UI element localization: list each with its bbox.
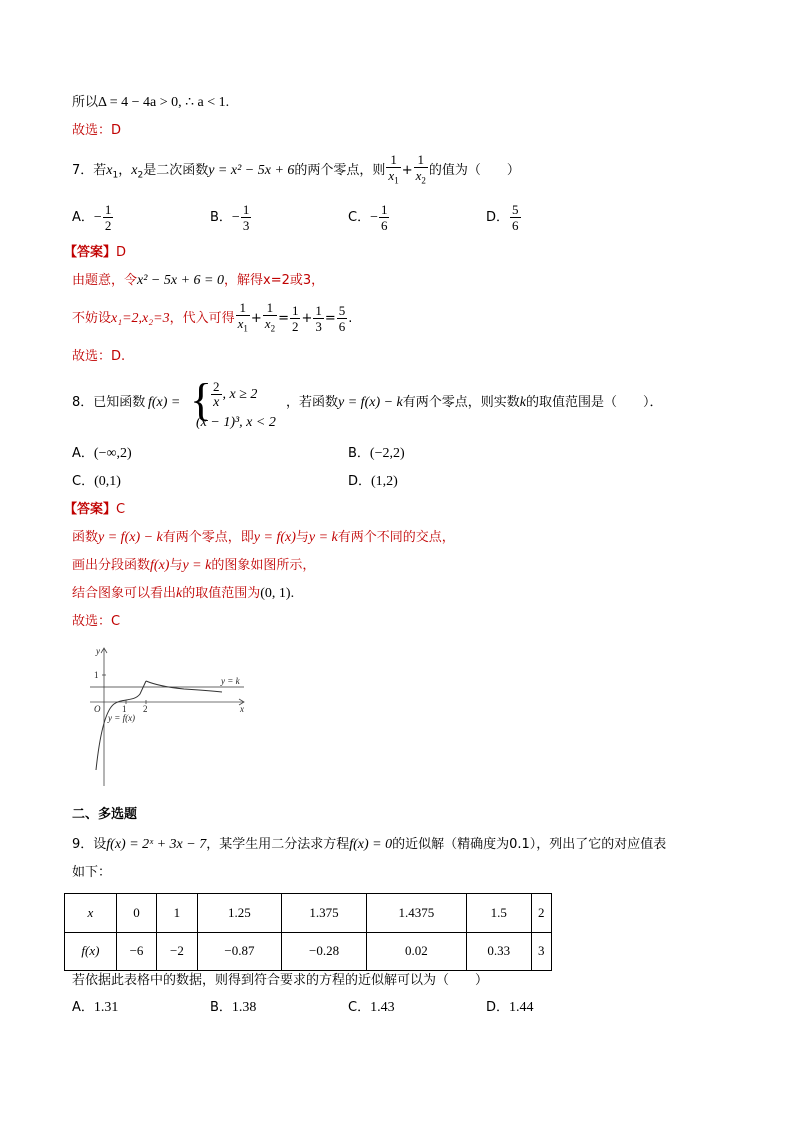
table-cell: 0	[116, 894, 156, 933]
function-graph	[84, 642, 254, 788]
q9-question: 若依据此表格中的数据，则得到符合要求的方程的近似解可以为（ ）	[72, 973, 489, 988]
curve-label: y = f(x)	[108, 713, 136, 723]
q7-option-a: A．− $\frac{1}{2}$	[72, 202, 112, 233]
q7-option-d: D． $\frac{5}{6}$	[486, 202, 519, 233]
table-cell: 1.25	[197, 894, 282, 933]
y-axis-label: y	[96, 646, 100, 656]
q7-solution-line2: 不妨设x₁=2,x₂=3，代入可得 $\frac{1}{x_1}$ + $\frac{1}{x_2}$ = $\frac{1}{2}$ + $\frac{1}{3}$ = $\frac{5}{6}$ .	[72, 300, 352, 336]
curve-reciprocal-branch	[146, 681, 222, 692]
p6-conclusion: 所以Δ = 4 − 4a > 0, ∴ a < 1.	[72, 95, 230, 110]
table-cell: −0.87	[197, 932, 282, 971]
value-table	[64, 893, 552, 971]
table-cell: 1.4375	[366, 894, 466, 933]
q8-solution-line1: 函数y = f(x) − k有两个零点，即y = f(x)与y = k有两个不同的交点，	[72, 530, 455, 545]
section-title: 二、多选题	[72, 807, 138, 822]
table-cell: 2	[531, 894, 551, 933]
q8-answer: 【答案】C	[64, 502, 126, 517]
table-row	[65, 894, 552, 933]
q9-option-c: C．1.43	[348, 1000, 395, 1015]
table-cell: 1.375	[282, 894, 367, 933]
q9-option-a: A．1.31	[72, 1000, 119, 1015]
q9-option-d: D．1.44	[486, 1000, 534, 1015]
q9-option-b: B．1.38	[210, 1000, 257, 1015]
table-cell: −6	[116, 932, 156, 971]
line-label: y = k	[221, 676, 240, 686]
q7-stem: 7．若$x_1$，$x_2$是二次函数y = x² − 5x + 6的两个零点，则 $\frac{1}{x_1}$ + $\frac{1}{x_2}$ 的值为（ ）	[72, 151, 520, 191]
y-tick-label-1: 1	[94, 670, 99, 680]
piecewise-brace: {	[190, 374, 213, 425]
q8-solution-line3: 结合图象可以看出k的取值范围为(0, 1).	[72, 586, 295, 601]
q7-result: 故选：D.	[72, 349, 126, 364]
x-tick-label-2: 2	[143, 704, 148, 714]
table-cell: 1.5	[466, 894, 531, 933]
curve-cubic-branch	[96, 681, 146, 770]
q8-solution-line2: 画出分段函数f(x)与y = k的图象如图所示，	[72, 558, 316, 573]
table-cell: 0.02	[366, 932, 466, 971]
piece-2: (x − 1)³, x < 2	[196, 415, 276, 430]
q7-option-c: C．− $\frac{1}{6}$	[348, 202, 388, 233]
table-row	[65, 932, 552, 971]
fraction-1-over-x2: $\frac{1}{x_2}$	[414, 152, 428, 189]
table-cell: 0.33	[466, 932, 531, 971]
q8-option-a: A．(−∞,2)	[72, 446, 132, 461]
table-cell: −2	[157, 932, 197, 971]
q8-option-d: D．(1,2)	[348, 474, 398, 489]
table-cell: x	[65, 894, 117, 933]
p6-answer: 故选：D	[72, 123, 122, 138]
fraction-1-over-x1: $\frac{1}{x_1}$	[386, 152, 400, 189]
q7-option-b: B．− $\frac{1}{3}$	[210, 202, 250, 233]
x-tick-label-1: 1	[122, 704, 127, 714]
q8-result: 故选：C	[72, 614, 121, 629]
origin-label: O	[94, 704, 101, 714]
q8-option-b: B．(−2,2)	[348, 446, 405, 461]
table-cell: f(x)	[65, 932, 117, 971]
q9-stem: 9．设f(x) = 2ˣ + 3x − 7，某学生用二分法求方程f(x) = 0的近似解（精确度为0.1），列出了它的对应值表	[72, 837, 667, 852]
q8-option-c: C．(0,1)	[72, 474, 121, 489]
table-cell: −0.28	[282, 932, 367, 971]
q7-answer: 【答案】D	[64, 245, 127, 260]
table-cell: 1	[157, 894, 197, 933]
table-cell: 3	[531, 932, 551, 971]
q9-stem-continued: 如下：	[72, 865, 112, 880]
x-axis-label: x	[240, 704, 244, 714]
q7-solution-line1: 由题意，令x² − 5x + 6 = 0，解得x=2或3，	[72, 273, 325, 288]
piece-1: $\frac{2}{x}$ , x ≥ 2	[213, 379, 258, 410]
